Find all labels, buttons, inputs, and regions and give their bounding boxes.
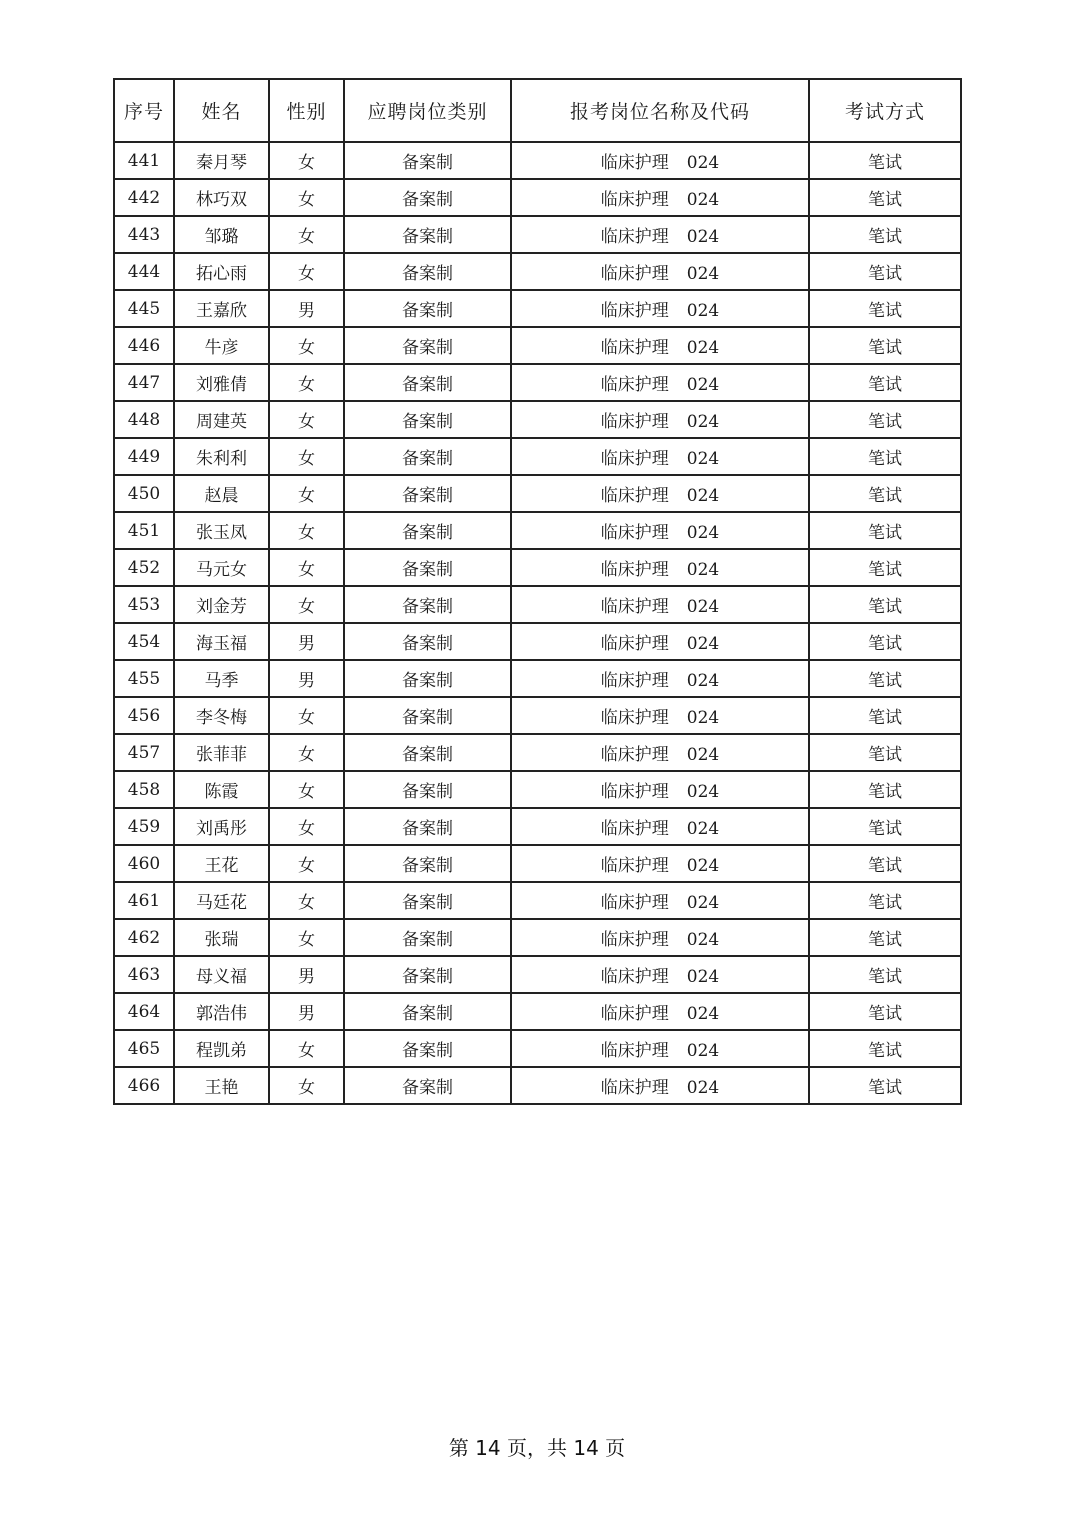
cell-name: 刘雅倩: [174, 364, 269, 401]
cell-name: 刘禹彤: [174, 808, 269, 845]
post-name: 临床护理: [600, 264, 669, 284]
post-code: 024: [686, 449, 720, 469]
cell-category: 备案制: [344, 660, 511, 697]
cell-exam: 笔试: [809, 438, 961, 475]
cell-gender: 女: [269, 697, 344, 734]
cell-gender: 女: [269, 734, 344, 771]
post-code: 024: [686, 264, 720, 284]
cell-no: 446: [114, 327, 174, 364]
header-name: 姓名: [174, 79, 269, 142]
cell-category: 备案制: [344, 364, 511, 401]
cell-gender: 女: [269, 1067, 344, 1104]
cell-name: 周建英: [174, 401, 269, 438]
cell-category: 备案制: [344, 623, 511, 660]
cell-post: [511, 253, 809, 290]
cell-post: [511, 142, 809, 179]
cell-exam: 笔试: [809, 179, 961, 216]
cell-no: 460: [114, 845, 174, 882]
cell-gender: 男: [269, 660, 344, 697]
cell-no: 457: [114, 734, 174, 771]
header-post: 报考岗位名称及代码: [511, 79, 809, 142]
post-name: 临床护理: [600, 1078, 669, 1098]
post-code: 024: [686, 634, 720, 654]
post-name: 临床护理: [600, 412, 669, 432]
cell-no: 464: [114, 993, 174, 1030]
cell-exam: 笔试: [809, 401, 961, 438]
cell-exam: 笔试: [809, 1067, 961, 1104]
table-row: [114, 845, 961, 882]
cell-gender: 女: [269, 253, 344, 290]
table-row: [114, 771, 961, 808]
cell-post: [511, 1030, 809, 1067]
cell-name: 王花: [174, 845, 269, 882]
cell-gender: 女: [269, 179, 344, 216]
cell-gender: 男: [269, 993, 344, 1030]
cell-category: 备案制: [344, 919, 511, 956]
cell-name: 林巧双: [174, 179, 269, 216]
cell-gender: 女: [269, 1030, 344, 1067]
cell-name: 王艳: [174, 1067, 269, 1104]
header-gender: 性别: [269, 79, 344, 142]
table-row: [114, 808, 961, 845]
cell-no: 454: [114, 623, 174, 660]
post-code: 024: [686, 856, 720, 876]
post-code: 024: [686, 967, 720, 987]
post-code: 024: [686, 153, 720, 173]
table-row: [114, 142, 961, 179]
cell-exam: 笔试: [809, 253, 961, 290]
cell-gender: 女: [269, 808, 344, 845]
table-row: [114, 734, 961, 771]
cell-name: 张菲菲: [174, 734, 269, 771]
cell-no: 458: [114, 771, 174, 808]
cell-gender: 男: [269, 956, 344, 993]
cell-no: 450: [114, 475, 174, 512]
post-code: 024: [686, 301, 720, 321]
cell-exam: 笔试: [809, 364, 961, 401]
cell-name: 拓心雨: [174, 253, 269, 290]
post-code: 024: [686, 412, 720, 432]
cell-name: 马廷花: [174, 882, 269, 919]
cell-category: 备案制: [344, 1067, 511, 1104]
table-row: [114, 660, 961, 697]
table-row: [114, 253, 961, 290]
cell-no: 456: [114, 697, 174, 734]
cell-name: 马元女: [174, 549, 269, 586]
cell-category: 备案制: [344, 956, 511, 993]
cell-gender: 女: [269, 882, 344, 919]
cell-no: 443: [114, 216, 174, 253]
post-code: 024: [686, 338, 720, 358]
post-name: 临床护理: [600, 338, 669, 358]
cell-gender: 女: [269, 845, 344, 882]
post-code: 024: [686, 819, 720, 839]
cell-name: 赵晨: [174, 475, 269, 512]
cell-gender: 女: [269, 142, 344, 179]
candidate-table: [113, 78, 962, 1105]
cell-no: 445: [114, 290, 174, 327]
post-code: 024: [686, 560, 720, 580]
cell-name: 张瑞: [174, 919, 269, 956]
cell-no: 461: [114, 882, 174, 919]
post-code: 024: [686, 1041, 720, 1061]
cell-exam: 笔试: [809, 808, 961, 845]
post-name: 临床护理: [600, 930, 669, 950]
post-name: 临床护理: [600, 856, 669, 876]
cell-category: 备案制: [344, 179, 511, 216]
cell-no: 449: [114, 438, 174, 475]
post-code: 024: [686, 597, 720, 617]
cell-category: 备案制: [344, 734, 511, 771]
cell-name: 母义福: [174, 956, 269, 993]
cell-gender: 女: [269, 438, 344, 475]
cell-no: 444: [114, 253, 174, 290]
cell-name: 朱利利: [174, 438, 269, 475]
cell-no: 455: [114, 660, 174, 697]
cell-category: 备案制: [344, 512, 511, 549]
cell-category: 备案制: [344, 327, 511, 364]
cell-post: [511, 993, 809, 1030]
cell-post: [511, 697, 809, 734]
cell-no: 452: [114, 549, 174, 586]
table-row: [114, 216, 961, 253]
cell-exam: 笔试: [809, 512, 961, 549]
cell-post: [511, 808, 809, 845]
cell-no: 463: [114, 956, 174, 993]
post-code: 024: [686, 486, 720, 506]
cell-name: 王嘉欣: [174, 290, 269, 327]
cell-category: 备案制: [344, 1030, 511, 1067]
cell-exam: 笔试: [809, 586, 961, 623]
cell-name: 牛彦: [174, 327, 269, 364]
table-row: [114, 179, 961, 216]
post-code: 024: [686, 893, 720, 913]
cell-post: [511, 475, 809, 512]
post-name: 临床护理: [600, 671, 669, 691]
cell-gender: 女: [269, 549, 344, 586]
cell-post: [511, 623, 809, 660]
post-name: 临床护理: [600, 560, 669, 580]
cell-exam: 笔试: [809, 549, 961, 586]
table-row: [114, 919, 961, 956]
cell-exam: 笔试: [809, 882, 961, 919]
cell-post: [511, 512, 809, 549]
table-row: [114, 882, 961, 919]
cell-post: [511, 882, 809, 919]
cell-name: 陈霞: [174, 771, 269, 808]
cell-category: 备案制: [344, 549, 511, 586]
post-code: 024: [686, 745, 720, 765]
cell-post: [511, 401, 809, 438]
post-name: 临床护理: [600, 1004, 669, 1024]
cell-post: [511, 956, 809, 993]
post-name: 临床护理: [600, 523, 669, 543]
cell-gender: 男: [269, 623, 344, 660]
post-code: 024: [686, 227, 720, 247]
post-code: 024: [686, 782, 720, 802]
cell-category: 备案制: [344, 771, 511, 808]
cell-name: 马季: [174, 660, 269, 697]
table-row: [114, 697, 961, 734]
cell-no: 441: [114, 142, 174, 179]
post-name: 临床护理: [600, 486, 669, 506]
cell-no: 465: [114, 1030, 174, 1067]
cell-exam: 笔试: [809, 771, 961, 808]
table-row: [114, 956, 961, 993]
cell-name: 程凯弟: [174, 1030, 269, 1067]
cell-category: 备案制: [344, 882, 511, 919]
cell-gender: 女: [269, 919, 344, 956]
cell-post: [511, 179, 809, 216]
post-name: 临床护理: [600, 819, 669, 839]
page-number: 第 14 页，共 14 页: [448, 1436, 626, 1460]
post-code: 024: [686, 1078, 720, 1098]
post-code: 024: [686, 930, 720, 950]
cell-gender: 女: [269, 401, 344, 438]
post-name: 临床护理: [600, 301, 669, 321]
post-code: 024: [686, 1004, 720, 1024]
cell-post: [511, 771, 809, 808]
cell-post: [511, 216, 809, 253]
cell-gender: 女: [269, 586, 344, 623]
cell-name: 郭浩伟: [174, 993, 269, 1030]
header-category: 应聘岗位类别: [344, 79, 511, 142]
cell-name: 海玉福: [174, 623, 269, 660]
table-row: [114, 364, 961, 401]
table-body: [114, 142, 961, 1104]
post-code: 024: [686, 671, 720, 691]
cell-category: 备案制: [344, 216, 511, 253]
cell-exam: 笔试: [809, 142, 961, 179]
cell-gender: 女: [269, 216, 344, 253]
cell-gender: 女: [269, 364, 344, 401]
post-name: 临床护理: [600, 449, 669, 469]
cell-gender: 女: [269, 512, 344, 549]
cell-gender: 女: [269, 327, 344, 364]
cell-category: 备案制: [344, 142, 511, 179]
cell-exam: 笔试: [809, 845, 961, 882]
cell-post: [511, 327, 809, 364]
cell-no: 451: [114, 512, 174, 549]
cell-exam: 笔试: [809, 623, 961, 660]
cell-gender: 男: [269, 290, 344, 327]
cell-exam: 笔试: [809, 697, 961, 734]
post-name: 临床护理: [600, 745, 669, 765]
post-code: 024: [686, 708, 720, 728]
cell-name: 秦月琴: [174, 142, 269, 179]
table-row: [114, 512, 961, 549]
cell-post: [511, 1067, 809, 1104]
table-row: [114, 438, 961, 475]
table-row: [114, 1030, 961, 1067]
cell-no: 453: [114, 586, 174, 623]
cell-gender: 女: [269, 771, 344, 808]
cell-no: 448: [114, 401, 174, 438]
table-row: [114, 993, 961, 1030]
post-name: 临床护理: [600, 782, 669, 802]
post-name: 临床护理: [600, 967, 669, 987]
cell-category: 备案制: [344, 697, 511, 734]
cell-name: 邹璐: [174, 216, 269, 253]
cell-category: 备案制: [344, 586, 511, 623]
cell-no: 466: [114, 1067, 174, 1104]
header-exam: 考试方式: [809, 79, 961, 142]
cell-post: [511, 438, 809, 475]
post-name: 临床护理: [600, 190, 669, 210]
cell-category: 备案制: [344, 438, 511, 475]
cell-exam: 笔试: [809, 1030, 961, 1067]
table-header-row: [114, 79, 961, 142]
post-name: 临床护理: [600, 375, 669, 395]
post-name: 临床护理: [600, 893, 669, 913]
post-code: 024: [686, 523, 720, 543]
cell-category: 备案制: [344, 845, 511, 882]
cell-post: [511, 845, 809, 882]
table-row: [114, 586, 961, 623]
cell-gender: 女: [269, 475, 344, 512]
table-row: [114, 549, 961, 586]
cell-exam: 笔试: [809, 734, 961, 771]
cell-no: 462: [114, 919, 174, 956]
table-row: [114, 623, 961, 660]
table-row: [114, 1067, 961, 1104]
cell-post: [511, 364, 809, 401]
post-name: 临床护理: [600, 1041, 669, 1061]
cell-name: 刘金芳: [174, 586, 269, 623]
post-name: 临床护理: [600, 708, 669, 728]
header-no: 序号: [114, 79, 174, 142]
cell-no: 447: [114, 364, 174, 401]
cell-no: 459: [114, 808, 174, 845]
cell-category: 备案制: [344, 475, 511, 512]
post-name: 临床护理: [600, 153, 669, 173]
cell-exam: 笔试: [809, 290, 961, 327]
cell-category: 备案制: [344, 253, 511, 290]
cell-exam: 笔试: [809, 993, 961, 1030]
cell-category: 备案制: [344, 993, 511, 1030]
cell-name: 李冬梅: [174, 697, 269, 734]
cell-name: 张玉凤: [174, 512, 269, 549]
post-name: 临床护理: [600, 227, 669, 247]
cell-no: 442: [114, 179, 174, 216]
cell-post: [511, 586, 809, 623]
cell-exam: 笔试: [809, 660, 961, 697]
cell-post: [511, 549, 809, 586]
post-code: 024: [686, 190, 720, 210]
cell-exam: 笔试: [809, 919, 961, 956]
cell-post: [511, 919, 809, 956]
post-code: 024: [686, 375, 720, 395]
table-row: [114, 290, 961, 327]
cell-exam: 笔试: [809, 216, 961, 253]
cell-post: [511, 290, 809, 327]
post-name: 临床护理: [600, 597, 669, 617]
cell-category: 备案制: [344, 290, 511, 327]
cell-category: 备案制: [344, 808, 511, 845]
cell-exam: 笔试: [809, 475, 961, 512]
table-row: [114, 401, 961, 438]
cell-category: 备案制: [344, 401, 511, 438]
table-row: [114, 475, 961, 512]
cell-exam: 笔试: [809, 327, 961, 364]
cell-exam: 笔试: [809, 956, 961, 993]
table-row: [114, 327, 961, 364]
cell-post: [511, 734, 809, 771]
cell-post: [511, 660, 809, 697]
post-name: 临床护理: [600, 634, 669, 654]
